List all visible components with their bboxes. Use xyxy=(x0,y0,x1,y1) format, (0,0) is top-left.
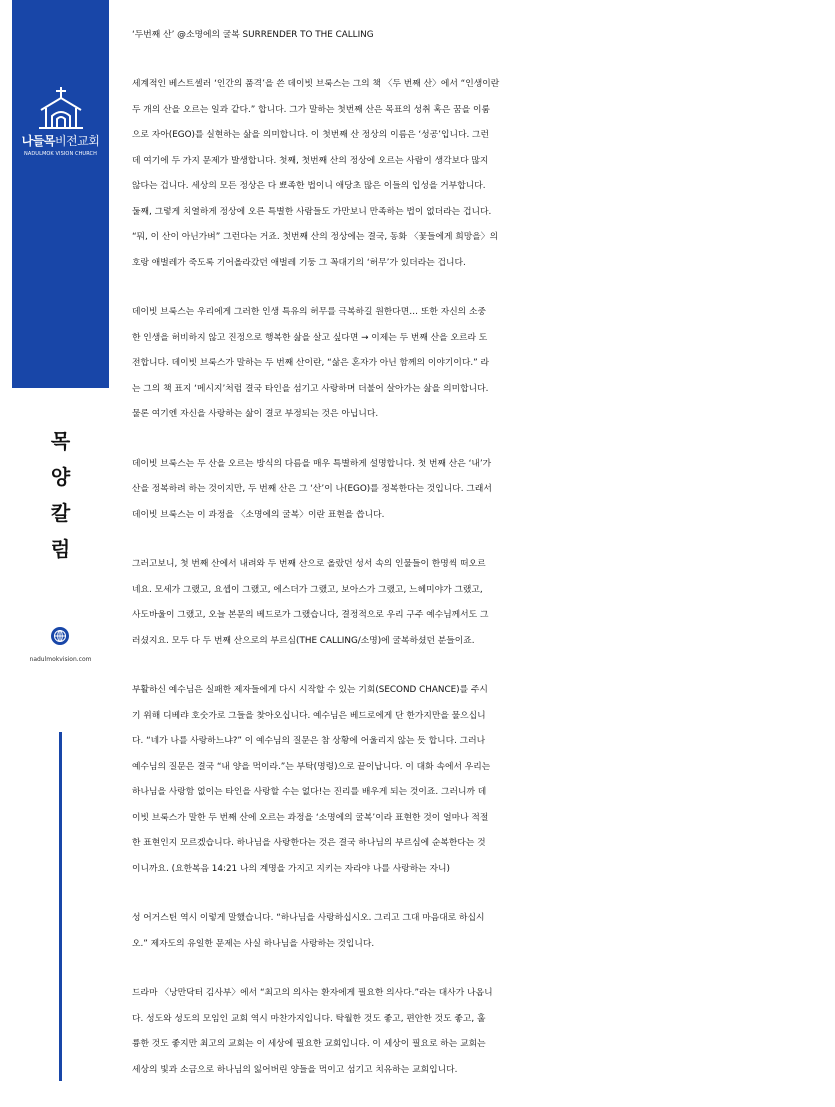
text-line: 사도바울이 그랬고, 오늘 본문의 베드로가 그랬습니다, 결정적으로 우리 구주 예수님께서도 그 xyxy=(132,610,489,620)
text-line: 세계적인 베스트셀러 ‘인간의 품격’을 쓴 데이빗 브룩스는 그의 책 〈두 번째 산〉에서 “인생이란 xyxy=(132,79,500,89)
text-line: 기 위해 디베랴 호숫가로 그들을 찾아오십니다. 예수님은 베드로에게 단 한가지만을 물으십니 xyxy=(132,710,486,721)
text-line: 부활하신 예수님은 실패한 제자들에게 다시 시작할 수 있는 기회(SECOND CHANCE)를 주시 xyxy=(132,685,488,695)
column-title-char: 목 xyxy=(50,429,71,453)
text-line: 다. “네가 나를 사랑하느냐?” 이 예수님의 질문은 참 상황에 어울리지 않는 듯 합니다. 그러나 xyxy=(132,736,486,746)
church-logo[interactable] xyxy=(12,86,109,157)
sidebar-brand-band xyxy=(12,0,109,388)
paragraph xyxy=(132,678,822,882)
text-line: 하나님을 사랑함 없이는 타인을 사랑할 수는 없다!는 진리를 배우게 되는 것이죠. 그러니까 데 xyxy=(132,787,487,797)
text-line: 드라마 〈낭만닥터 김사부〉에서 “최고의 의사는 환자에게 필요한 의사다.”라는 대사가 나옵니 xyxy=(132,988,493,998)
text-line: 산을 정복하려 하는 것이지만, 두 번째 산은 그 ‘산’이 나(EGO)를 정복한다는 것입니다. 그래서 xyxy=(132,484,492,494)
logo-name: 나들목비전교회 xyxy=(21,134,100,148)
text-line: 않다는 겁니다. 세상의 모든 정상은 다 뾰족한 법이니 애당초 많은 이들의 입성을 거부합니다. xyxy=(132,181,486,191)
text-line: 성 어거스틴 역시 이렇게 말했습니다. “하나님을 사랑하십시오. 그리고 그대 마음대로 하십시 xyxy=(132,913,485,923)
globe-icon[interactable] xyxy=(51,627,69,645)
text-line: 데이빗 브룩스는 두 산을 오르는 방식의 다름을 매우 특별하게 설명합니다. 첫 번째 산은 ‘내’가 xyxy=(132,458,492,469)
column-title-char: 칼 xyxy=(50,501,71,525)
paragraph xyxy=(132,452,822,529)
text-line: 예수님의 질문은 결국 “내 양을 먹이라.”는 부탁(명령)으로 끝이납니다. 이 대화 속에서 우리는 xyxy=(132,761,491,772)
text-line: 한 인생을 허비하지 않고 진정으로 행복한 삶을 살고 싶다면 → 이제는 두 번째 산을 오르라 도 xyxy=(132,332,488,343)
text-line: 물론 여기엔 자신을 사랑하는 삶이 결코 부정되는 것은 아닙니다. xyxy=(132,409,379,419)
text-line: 그러고보니, 첫 번째 산에서 내려와 두 번째 산으로 올랐던 성서 속의 인물들이 한명씩 떠오르 xyxy=(132,559,486,569)
paragraph xyxy=(132,72,822,276)
text-line: 륭한 것도 좋지만 최고의 교회는 이 세상에 필요한 교회입니다. 이 세상이 필요로 하는 교회는 xyxy=(132,1039,486,1049)
text-line: 호랑 애벌레가 죽도록 기어올라갔던 애벌레 기둥 그 꼭대기의 ‘허무’가 있더라는 겁니다. xyxy=(132,257,466,268)
paragraph xyxy=(132,906,822,957)
website-link[interactable]: nadulmokvision.com xyxy=(29,656,92,663)
text-line: 오.” 제자도의 유일한 문제는 사실 하나님을 사랑하는 것입니다. xyxy=(132,938,375,949)
text-line: 데 여기에 두 가지 문제가 발생합니다. 첫째, 첫번째 산의 정상에 오르는 사람이 생각보다 많지 xyxy=(132,155,489,166)
text-line: 둘째, 그렇게 치열하게 정상에 오른 특별한 사람들도 가만보니 만족하는 법이 없더라는 겁니다. xyxy=(132,206,492,217)
text-line: “뭐, 이 산이 아닌가벼” 그런다는 거죠. 첫번째 산의 정상에는 결국, 동화 〈꽃들에게 희망을〉의 xyxy=(132,232,499,242)
text-line: 이빗 브룩스가 말한 두 번째 산에 오르는 과정을 ‘소명에의 굴복’이라 표현한 것이 얼마나 적절 xyxy=(132,812,489,823)
text-line: 다. 성도와 성도의 모임인 교회 역시 마찬가지입니다. 탁월한 것도 좋고, 편안한 것도 좋고, 훌 xyxy=(132,1013,486,1024)
text-line: 세상의 빛과 소금으로 하나님의 잃어버린 양들을 먹이고 섬기고 치유하는 교회입니다. xyxy=(132,1064,458,1075)
text-line: 는 그의 책 표지 ‘메시지’처럼 결국 타인을 섬기고 사랑하며 더불어 살아가는 삶을 의미합니다. xyxy=(132,383,489,394)
article-title: ‘두번째 산’ @소명에의 굴복 SURRENDER TO THE CALLING xyxy=(132,30,374,40)
text-line: 이니까요. (요한복음 14:21 나의 계명을 가지고 지키는 자라야 나를 사랑하는 자니) xyxy=(132,863,450,874)
text-line: 네요. 모세가 그랬고, 요셉이 그랬고, 에스더가 그랬고, 보아스가 그랬고, 느헤미야가 그랬고, xyxy=(132,584,483,595)
article-body xyxy=(132,72,822,1107)
logo-english-name: NADULMOK VISION CHURCH xyxy=(24,151,97,157)
column-title-char: 양 xyxy=(50,465,71,489)
text-line: 전합니다. 데이빗 브룩스가 말하는 두 번째 산이란, “삶은 혼자가 아닌 함께의 이야기이다.” 라 xyxy=(132,358,489,368)
text-line: 러셨지요. 모두 다 두 번째 산으로의 부르심(THE CALLING/소명)에 굴복하셨던 분들이죠. xyxy=(132,635,475,646)
text-line: 데이빗 브룩스는 우리에게 그러한 인생 특유의 허무를 극복하길 원한다면… 또한 자신의 소중 xyxy=(132,307,486,317)
text-line: 으로 자아(EGO)를 실현하는 삶을 의미합니다. 이 첫번째 산 정상의 이름은 ‘성공’입니다. 그런 xyxy=(132,130,490,140)
paragraph xyxy=(132,300,822,428)
column-title-vertical xyxy=(12,430,109,560)
paragraph xyxy=(132,552,822,654)
church-building-icon xyxy=(37,86,85,130)
text-line: 한 표현인지 모르겠습니다. 하나님을 사랑한다는 것은 결국 하나님의 부르심에 순복한다는 것 xyxy=(132,838,486,848)
text-line: 두 개의 산을 오르는 일과 같다.” 합니다. 그가 말하는 첫번째 산은 목표의 성취 혹은 꿈을 이룸 xyxy=(132,104,491,115)
sidebar-divider-line xyxy=(59,732,62,1081)
paragraph xyxy=(132,981,822,1083)
text-line: 데이빗 브룩스는 이 과정을 〈소명에의 굴복〉이란 표현을 씁니다. xyxy=(132,509,385,520)
column-title-char: 럼 xyxy=(50,537,71,561)
